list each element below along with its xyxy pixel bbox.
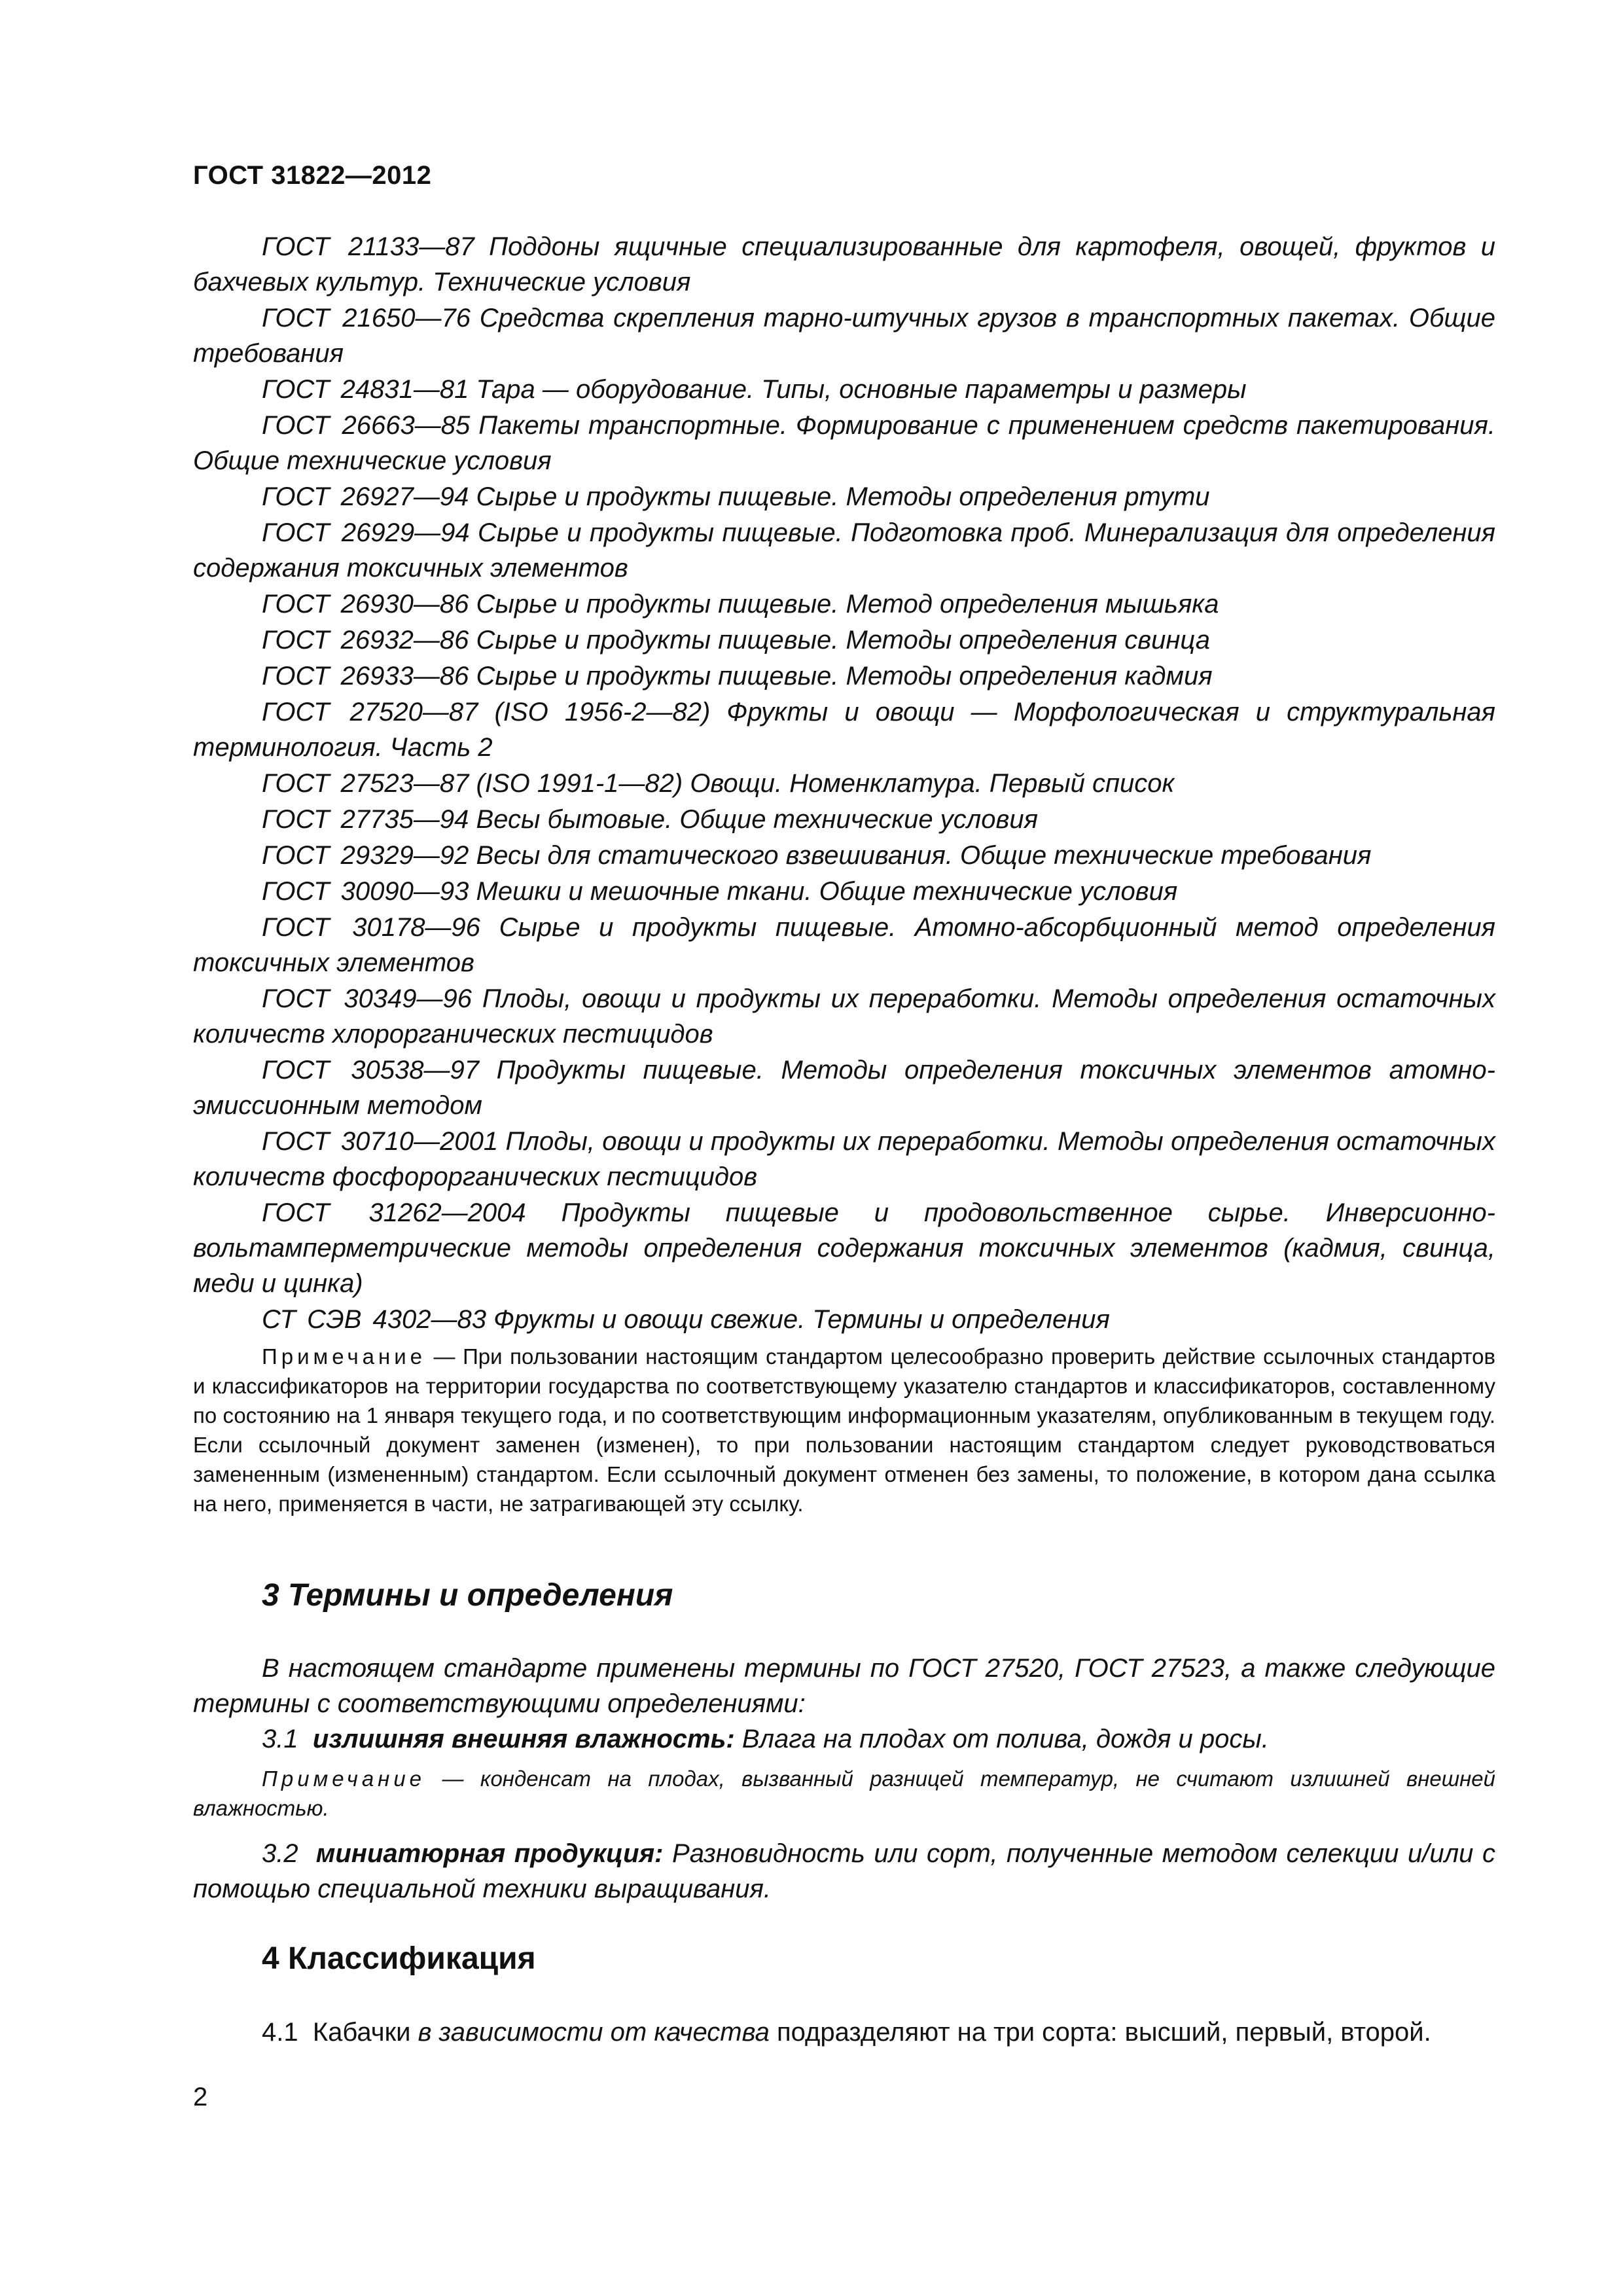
reference-item (193, 766, 1495, 801)
reference-title: Плоды, овощи и продукты их переработки. Методы определения остаточных количеств хлорорганических пестицидов (193, 984, 1495, 1049)
term-definition: Влага на плодах от полива, дождя и росы. (741, 1725, 1269, 1753)
reference-item (193, 874, 1495, 909)
reference-code: ГОСТ 21650—76 (262, 304, 471, 332)
reference-item (193, 372, 1495, 407)
reference-code: ГОСТ 26663—85 (262, 411, 471, 440)
reference-code: ГОСТ 26929—94 (262, 518, 470, 547)
reference-title: Поддоны ящичные специализированные для картофеля, овощей, фруктов и бахчевых культур. Технические условия (193, 232, 1495, 296)
reference-code: ГОСТ 21133—87 (262, 232, 474, 261)
reference-title: Пакеты транспортные. Формирование с применением средств пакетирования. Общие технические условия (193, 411, 1495, 475)
reference-item (193, 1052, 1495, 1123)
term-3-1 (193, 1721, 1495, 1757)
reference-code: ГОСТ 30178—96 (262, 913, 480, 942)
page-number: 2 (193, 2083, 208, 2111)
term-3-2 (193, 1836, 1495, 1907)
reference-title: Сырье и продукты пищевые. Метод определения мышьяка (476, 590, 1219, 619)
reference-item (193, 515, 1495, 586)
reference-item (193, 300, 1495, 371)
reference-code: ГОСТ 26930—86 (262, 590, 469, 619)
term-note-text: конденсат на плодах, вызванный разницей температур, не считают излишней внешней влажностью. (193, 1767, 1496, 1820)
reference-code: ГОСТ 30349—96 (262, 984, 473, 1013)
section-3-body (193, 1651, 1495, 1757)
reference-title: Сырье и продукты пищевые. Атомно-абсорбционный метод определения токсичных элементов (193, 913, 1495, 977)
reference-item (193, 802, 1495, 837)
reference-item (193, 910, 1495, 980)
reference-title: Фрукты и овощи свежие. Термины и определения (493, 1305, 1110, 1334)
term-definition: Разновидность или сорт, полученные методом селекции и/или с помощью специальной техники выращивания. (193, 1839, 1495, 1903)
reference-code: ГОСТ 27523—87 (262, 769, 469, 798)
reference-title: Сырье и продукты пищевые. Методы определения свинца (476, 626, 1210, 655)
references-note (193, 1342, 1495, 1518)
paragraph-italic: в зависимости от качества (418, 2018, 770, 2047)
paragraph-start: Кабачки (312, 2018, 411, 2047)
reference-code: ГОСТ 24831—81 (262, 375, 469, 404)
paragraph-end: подразделяют на три сорта: высший, первый, второй. (777, 2018, 1431, 2047)
reference-title: Мешки и мешочные ткани. Общие технические условия (476, 877, 1178, 906)
reference-code: ГОСТ 31262—2004 (262, 1198, 526, 1227)
reference-item (193, 838, 1495, 873)
reference-title: Продукты пищевые. Методы определения токсичных элементов атомно-эмиссионным методом (193, 1056, 1495, 1120)
reference-title: Средства скрепления тарно-штучных грузов в транспортных пакетах. Общие требования (193, 304, 1495, 368)
reference-item (193, 622, 1495, 658)
term-3-1-note (193, 1764, 1495, 1823)
reference-code: ГОСТ 29329—92 (262, 841, 469, 870)
reference-item (193, 694, 1495, 765)
section-4-title: 4 Классификация (262, 1941, 536, 1976)
reference-title: Весы для статического взвешивания. Общие технические требования (476, 841, 1372, 870)
reference-title: Весы бытовые. Общие технические условия (476, 805, 1038, 834)
note-text: При пользовании настоящим стандартом целесообразно проверить действие ссылочных стандартов и классификаторов на территории государства по соответствующему указателю стандартов и классификаторов, составленному по состоянию на 1 января текущего года, и по соответствующим информационным указателям, опубликованным в текущем году. Если ссылочный документ заменен (изменен), то при пользовании настоящим стандартом следует руководствоваться замененным (измененным) стандартом. Если ссылочный документ отменен без замены, то положение, в котором дана ссылка на него, применяется в части, не затрагивающей эту ссылку. (193, 1344, 1495, 1516)
reference-title: Тара — оборудование. Типы, основные параметры и размеры (476, 375, 1247, 404)
reference-title: Плоды, овощи и продукты их переработки. Методы определения остаточных количеств фосфорорганических пестицидов (193, 1127, 1495, 1191)
section-3-title: 3 Термины и определения (262, 1578, 673, 1613)
normative-references-list (193, 229, 1495, 1338)
reference-title: (ISO 1956-2—82) Фрукты и овощи — Морфологическая и структуральная терминология. Часть 2 (193, 698, 1495, 762)
term-number: 3.2 (262, 1839, 298, 1868)
term-note-dash: — (425, 1767, 480, 1791)
reference-title: Сырье и продукты пищевые. Методы определения ртути (476, 482, 1210, 511)
paragraph-number: 4.1 (262, 2018, 298, 2047)
reference-code: ГОСТ 30710—2001 (262, 1127, 499, 1156)
reference-code: ГОСТ 30090—93 (262, 877, 469, 906)
reference-item (193, 586, 1495, 622)
term-note-label: Примечание (262, 1767, 426, 1791)
reference-item (193, 1124, 1495, 1194)
reference-item (193, 479, 1495, 514)
term-name: миниатюрная продукция: (315, 1839, 664, 1868)
term-name: излишняя внешняя влажность: (312, 1725, 735, 1753)
term-number: 3.1 (262, 1725, 298, 1753)
section-3-intro: В настоящем стандарте применены термины по ГОСТ 27520, ГОСТ 27523, а также следующие термины с соответствующими определениями: (193, 1654, 1495, 1718)
reference-code: ГОСТ 27735—94 (262, 805, 469, 834)
reference-code: ГОСТ 26933—86 (262, 662, 469, 691)
document-header: ГОСТ 31822—2012 (193, 161, 432, 190)
reference-title: Сырье и продукты пищевые. Подготовка проб. Минерализация для определения содержания токсичных элементов (193, 518, 1495, 583)
paragraph-4-1 (262, 2015, 1499, 2050)
reference-code: ГОСТ 30538—97 (262, 1056, 479, 1085)
reference-item (193, 408, 1495, 478)
note-dash: — (426, 1344, 463, 1369)
reference-item (193, 1302, 1495, 1337)
reference-title: Продукты пищевые и продовольственное сырье. Инверсионно-вольтамперметрические методы определения содержания токсичных элементов (кадмия, свинца, меди и цинка) (193, 1198, 1495, 1298)
note-label: Примечание (262, 1344, 427, 1369)
reference-item (193, 1195, 1495, 1301)
reference-title: Сырье и продукты пищевые. Методы определения кадмия (476, 662, 1213, 691)
reference-code: ГОСТ 27520—87 (262, 698, 478, 726)
reference-item (193, 658, 1495, 694)
reference-code: СТ СЭВ 4302—83 (262, 1305, 487, 1334)
reference-item (193, 981, 1495, 1052)
reference-code: ГОСТ 26932—86 (262, 626, 469, 655)
reference-item (193, 229, 1495, 300)
reference-code: ГОСТ 26927—94 (262, 482, 469, 511)
reference-title: (ISO 1991-1—82) Овощи. Номенклатура. Первый список (476, 769, 1175, 798)
